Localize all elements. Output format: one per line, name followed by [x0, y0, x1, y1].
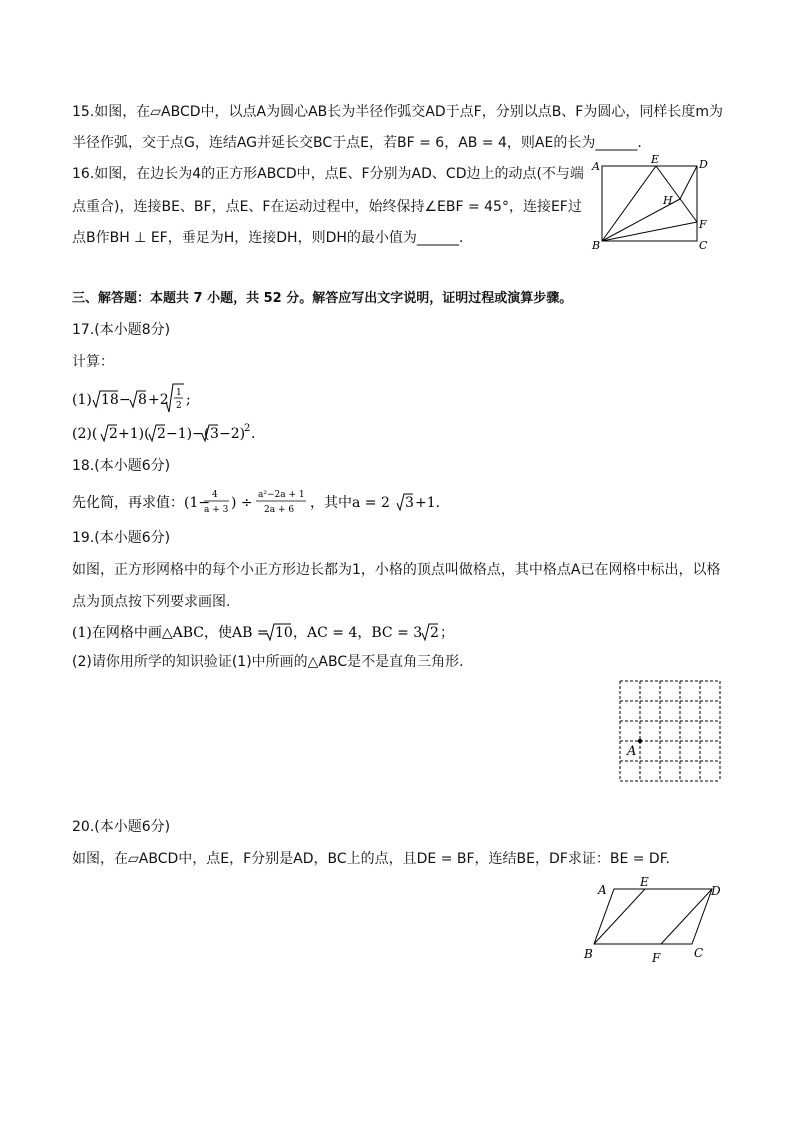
q18-suffix-b: +1.: [415, 495, 441, 511]
q18-middle: ) ÷: [231, 495, 253, 511]
q17-p1-r8: 8: [138, 392, 147, 408]
q20-label-F: F: [652, 951, 661, 964]
q18-header: 18.(本小题6分): [72, 458, 171, 474]
q16-line2: 点重合)，连接BE、BF，点E、F在运动过程中，始终保持∠EBF = 45°，连接EF过: [72, 199, 582, 215]
q17-p2-end: .: [251, 426, 256, 442]
q16-line1: 16.如图，在边长为4的正方形ABCD中，点E、F分别为AD、CD边上的动点(不与端: [72, 166, 584, 182]
q16-line3: 点B作BH ⊥ EF，垂足为H，连接DH，则DH的最小值为______.: [72, 230, 464, 246]
q19-part1-expression: [72, 618, 492, 646]
q20-label-E: E: [640, 875, 649, 889]
q20-label-B: B: [584, 947, 593, 961]
q20-parallelogram-figure: [582, 872, 727, 964]
q18-frac1-den: a + 3: [204, 505, 229, 515]
q19-p1-r2: 2: [430, 625, 439, 641]
q19-part2: (2)请你用所学的知识验证(1)中所画的△ABC是不是直角三角形.: [72, 654, 464, 670]
q16-label-A: A: [592, 160, 600, 173]
q17-p1-minus: −: [119, 392, 131, 408]
q17-p2-exp: 2: [244, 423, 251, 434]
q18-r3: 3: [405, 495, 414, 511]
q20-line1: 如图，在▱ABCD中，点E，F分别是AD，BC上的点，且DE = BF，连结BE，DF求证：BE = DF.: [72, 851, 670, 867]
q18-frac1-num: 4: [212, 490, 218, 500]
q20-label-C: C: [694, 946, 704, 960]
q16-label-B: B: [592, 239, 601, 252]
q16-label-C: C: [699, 239, 708, 252]
q17-p1-plus2: +2: [148, 392, 169, 408]
q18-prefix: 先化简，再求值：(1−: [72, 495, 211, 511]
q17-intro: 计算：: [72, 354, 114, 370]
q19-line1: 如图，正方形网格中的每个小正方形边长都为1，小格的顶点叫做格点，其中格点A已在网格中标出，以格: [72, 562, 721, 578]
q17-p1-prefix: (1): [72, 392, 92, 408]
q20-label-A: A: [598, 883, 607, 897]
q17-p1-frac-num: 1: [176, 388, 182, 398]
q18-expression: [72, 482, 452, 522]
q17-p2-r2a: 2: [109, 426, 118, 442]
q17-p1-frac-den: 2: [176, 401, 182, 411]
q17-p1-r18: 18: [101, 392, 119, 408]
q16-label-F: F: [699, 218, 707, 231]
q18-frac2-den: 2a + 6: [264, 505, 295, 515]
q17-part2-expression: [72, 420, 282, 446]
q19-line2: 点为顶点按下列要求画图.: [72, 594, 231, 610]
q16-label-E: E: [651, 153, 660, 166]
q19-p1-b: ，AC = 4，BC = 3: [293, 625, 423, 641]
q20-header: 20.(本小题6分): [72, 819, 171, 835]
q20-label-D: D: [711, 884, 721, 898]
q19-p1-end: ；: [440, 625, 454, 641]
q17-p2-a: (2)(: [72, 426, 98, 442]
q19-label-A: A: [627, 744, 637, 759]
q18-frac2-num: a²−2a + 1: [258, 490, 305, 500]
q15-line1: 15.如图，在▱ABCD中，以点A为圆心AB长为半径作弧交AD于点F，分别以点B、F为圆心，同样长度m为: [72, 104, 723, 120]
q19-header: 19.(本小题6分): [72, 530, 171, 546]
q17-p2-r3: 3: [210, 426, 219, 442]
q17-p2-b: +1)(: [118, 426, 150, 442]
q19-p1-a: (1)在网格中画△ABC，使AB =: [72, 625, 269, 641]
q15-line2: 半径作弧，交于点G，连结AG并延长交BC于点E，若BF = 6，AB = 4，则AE的长为______.: [72, 135, 642, 151]
q18-suffix-a: ，其中a = 2: [310, 495, 390, 511]
q19-p1-r10: 10: [275, 625, 293, 641]
q16-label-H: H: [663, 194, 673, 207]
q17-p1-end: ;: [186, 392, 191, 408]
q17-p2-d: −2): [219, 426, 246, 442]
q17-part1-expression: [72, 382, 212, 416]
q16-label-D: D: [699, 158, 708, 171]
section3-heading: 三、解答题：本题共 7 小题，共 52 分。解答应写出文字说明，证明过程或演算步骤。: [72, 291, 573, 306]
q16-square-figure: [586, 150, 716, 255]
q17-p2-c: −1)−(: [166, 426, 210, 442]
q19-grid-figure: [612, 675, 724, 785]
q19-point-A-dot: [638, 739, 642, 743]
q17-p2-r2b: 2: [157, 426, 166, 442]
q17-header: 17.(本小题8分): [72, 322, 171, 338]
